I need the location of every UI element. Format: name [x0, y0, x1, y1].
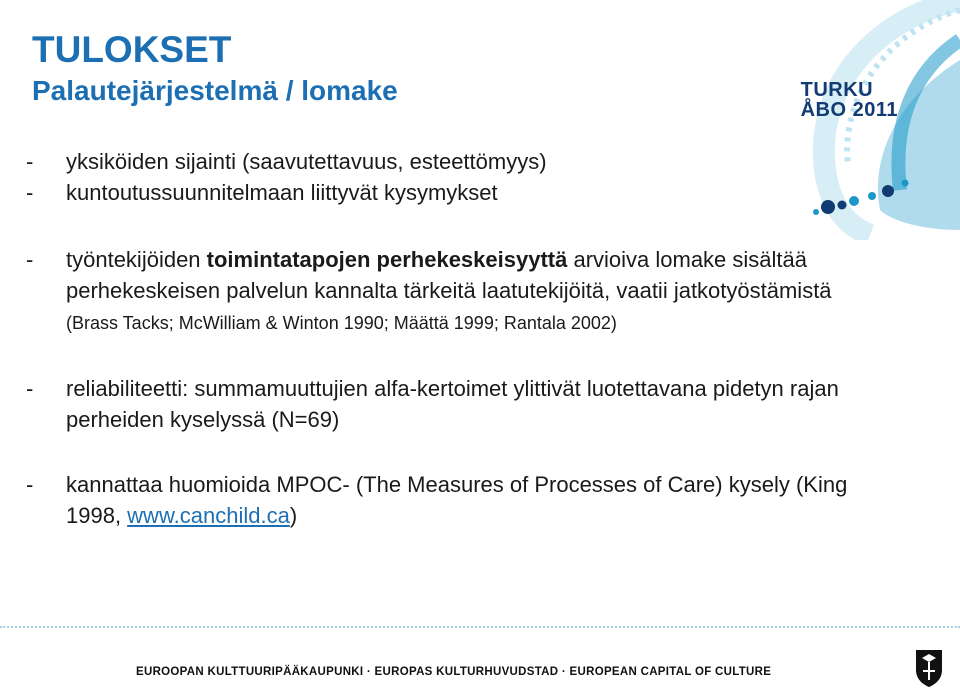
- bullet-text-post: ): [289, 503, 298, 528]
- slide-title: TULOKSET: [32, 29, 232, 70]
- bullet-text: yksiköiden sijainti (saavutettavuus, esteettömyys): [66, 149, 547, 174]
- bullet-dash: -: [26, 472, 34, 497]
- bullet-item-1: [26, 146, 886, 177]
- bullet-text-pre: kannattaa huomioida MPOC- (The Measures of Processes of Care) kysely (King 1998,: [66, 472, 848, 528]
- bullet-item-2: [26, 177, 886, 208]
- bullet-reference: (Brass Tacks; McWilliam & Winton 1990; Määttä 1999; Rantala 2002): [66, 313, 617, 333]
- bullet-text: reliabiliteetti: summamuuttujien alfa-kertoimet ylittivät luotettavana pidetyn rajan perheiden kyselyssä (N=69): [66, 376, 839, 432]
- bullet-item-4: [26, 373, 886, 435]
- bullet-text-bold: toimintatapojen perhekeskeisyyttä: [206, 247, 568, 272]
- bullet-item-5: [26, 469, 886, 531]
- bullet-text-post: arvioiva lomake sisältää perhekeskeisen palvelun kannalta tärkeitä laatutekijöitä, vaatii jatkotyöstämistä: [66, 247, 832, 303]
- bullet-list: [26, 146, 886, 531]
- slide-subtitle: Palautejärjestelmä / lomake: [32, 75, 398, 106]
- logo-text: [801, 80, 898, 120]
- footer-divider: [0, 626, 960, 628]
- footer-text: EUROOPAN KULTTUURIPÄÄKAUPUNKI · EUROPAS KULTURHUVUDSTAD · EUROPEAN CAPITAL OF CULTURE: [136, 666, 772, 678]
- bullet-dash: -: [26, 376, 34, 401]
- bullet-dash: -: [26, 180, 34, 205]
- bullet-text: kuntoutussuunnitelmaan liittyvät kysymykset: [66, 180, 498, 205]
- bullet-dash: -: [26, 247, 34, 272]
- logo-line-2: ÅBO 2011: [800, 99, 898, 121]
- canchild-link[interactable]: www.canchild.ca: [127, 503, 290, 528]
- bullet-dash: -: [26, 149, 34, 174]
- bullet-item-3: [26, 244, 886, 339]
- bullet-text-pre: työntekijöiden: [66, 247, 207, 272]
- logo-line-1: TURKU: [800, 79, 874, 101]
- turku-crest-icon: [914, 648, 944, 688]
